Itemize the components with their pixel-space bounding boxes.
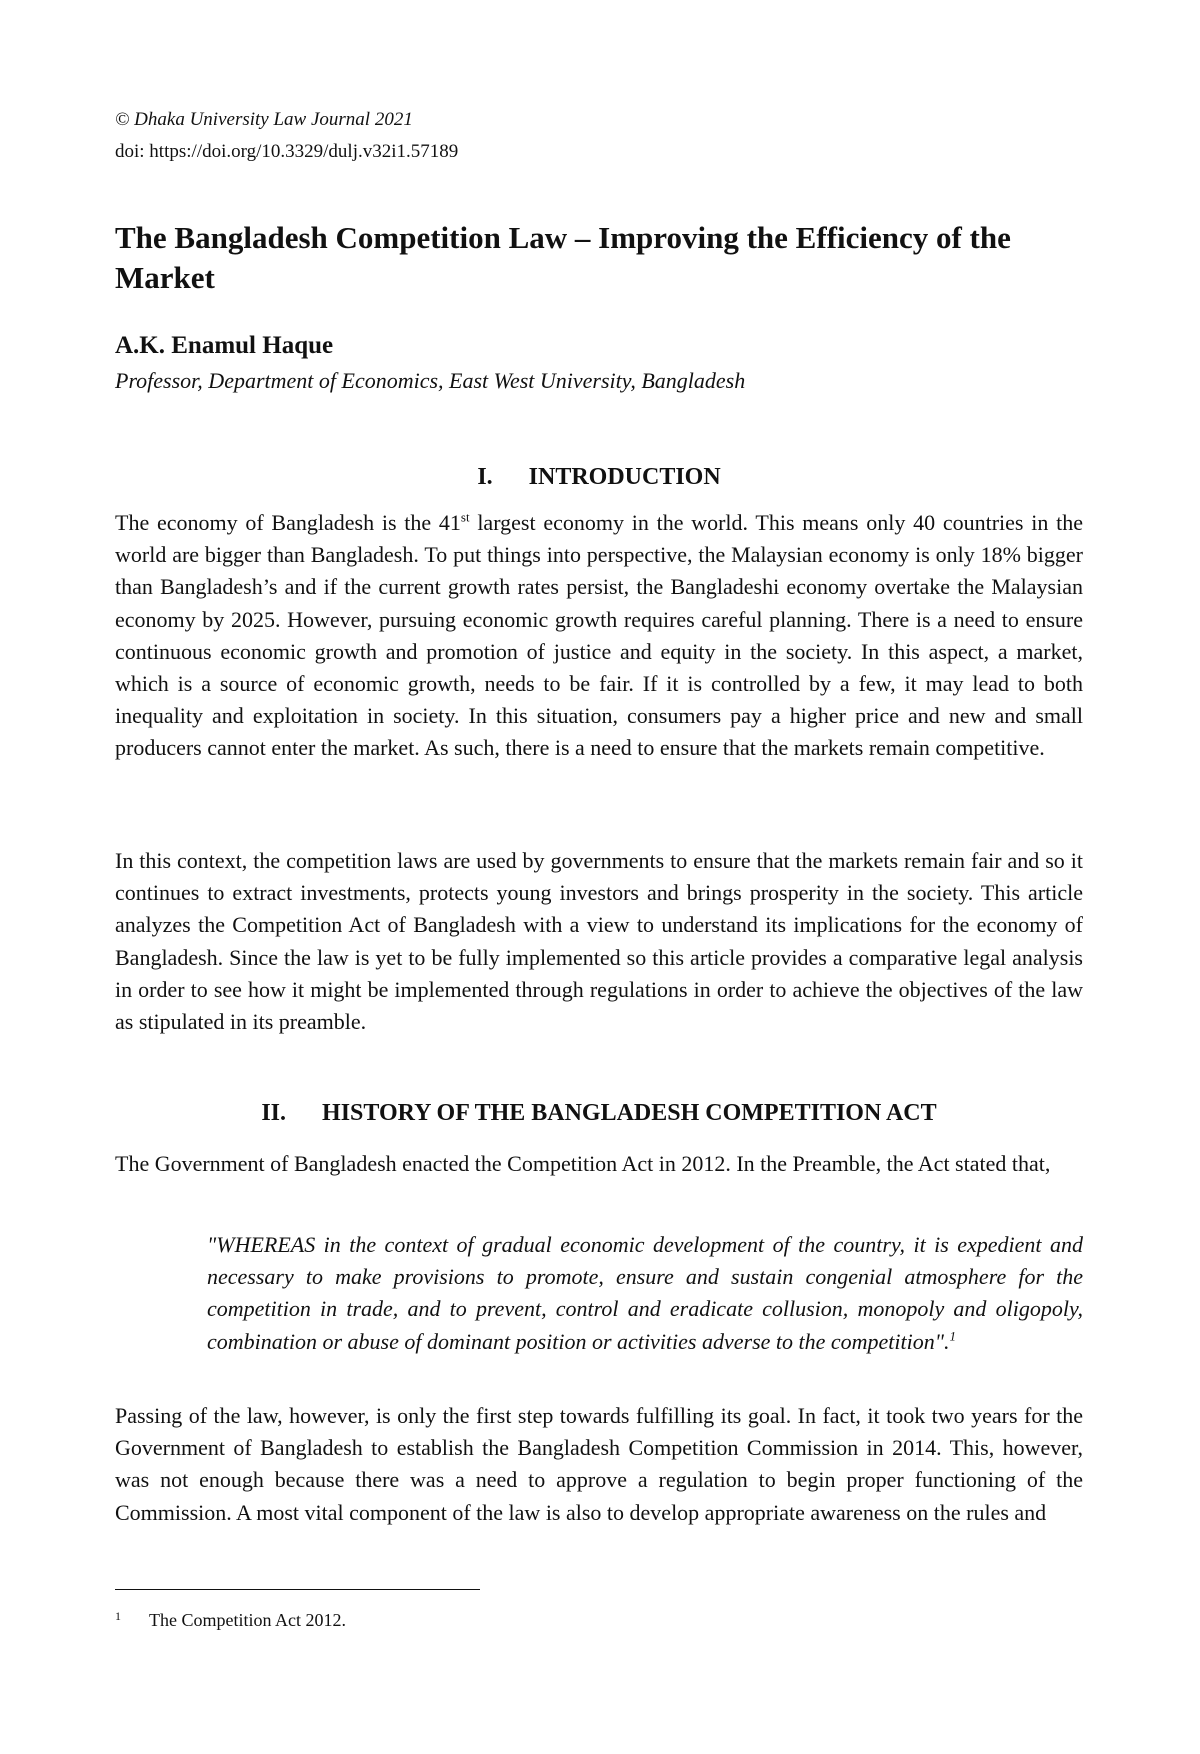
paragraph-text: The economy of Bangladesh is the 41 [115, 510, 461, 535]
quote-text: "WHEREAS in the context of gradual economic development of the country, it is expedient and necessary to make provisions to promote, ensure and sustain congenial atmosphere for the competition in trade, and to prevent, control and eradicate collusion, monopoly and oligopoly, combination or abuse of dominant position or activities adverse to the competition". [207, 1232, 1083, 1354]
article-title: The Bangladesh Competition Law – Improving the Efficiency of the Market [115, 220, 1011, 295]
footnote-reference[interactable]: 1 [949, 1328, 956, 1344]
footnote-text: The Competition Act 2012. [149, 1610, 346, 1630]
paragraph-history-1: The Government of Bangladesh enacted the Competition Act in 2012. In the Preamble, the Act stated that, [115, 1151, 1051, 1176]
paragraph-introduction-2: In this context, the competition laws are used by governments to ensure that the markets remain fair and so it continues to extract investments, protects young investors and brings prosperity in the society. This article analyzes the Competition Act of Bangladesh with a view to understand its implications for the economy of Bangladesh. Since the law is yet to be fully implemented so this article provides a comparative legal analysis in order to see how it might be implemented through regulations in order to achieve the objectives of the law as stipulated in its preamble. [115, 848, 1083, 1035]
footnote-divider [115, 1589, 480, 1590]
doi-line: doi: https://doi.org/10.3329/dulj.v32i1.57189 [115, 141, 459, 162]
section-number: II. [261, 1100, 287, 1126]
section-number: I. [477, 464, 493, 490]
section-title: HISTORY OF THE BANGLADESH COMPETITION ACT [322, 1100, 937, 1126]
footnote-1 [115, 1608, 346, 1632]
journal-copyright: © Dhaka University Law Journal 2021 [115, 109, 413, 130]
paragraph-history-2: Passing of the law, however, is only the first step towards fulfilling its goal. In fact, it took two years for the Government of Bangladesh to establish the Bangladesh Competition Commission in 2014. This, however, was not enough because there was a need to approve a regulation to begin proper functioning of the Commission. A most vital component of the law is also to develop appropriate awareness on the rules and [115, 1403, 1083, 1525]
section-title: INTRODUCTION [528, 464, 721, 490]
paragraph-text: largest economy in the world. This means only 40 countries in the world are bigger than Bangladesh. To put things into perspective, the Malaysian economy is only 18% bigger than Bangladesh’s and if the current growth rates persist, the Bangladeshi economy overtake the Malaysian economy by 2025. However, pursuing economic growth requires careful planning. There is a need to ensure continuous economic growth and promotion of justice and equity in the society. In this aspect, a market, which is a source of economic growth, needs to be fair. If it is controlled by a few, it may lead to both inequality and exploitation in society. In this situation, consumers pay a higher price and new and small producers cannot enter the market. As such, there is a need to ensure that the markets remain competitive. [115, 510, 1083, 761]
author-affiliation: Professor, Department of Economics, East West University, Bangladesh [115, 368, 746, 393]
ordinal-superscript: st [460, 509, 470, 525]
preamble-quote [207, 1229, 1083, 1358]
section-heading-history [115, 1098, 1083, 1128]
section-heading-introduction [115, 462, 1083, 492]
footnote-mark: 1 [115, 1609, 121, 1623]
paragraph-introduction-1 [115, 507, 1083, 765]
author-name: A.K. Enamul Haque [115, 332, 334, 359]
